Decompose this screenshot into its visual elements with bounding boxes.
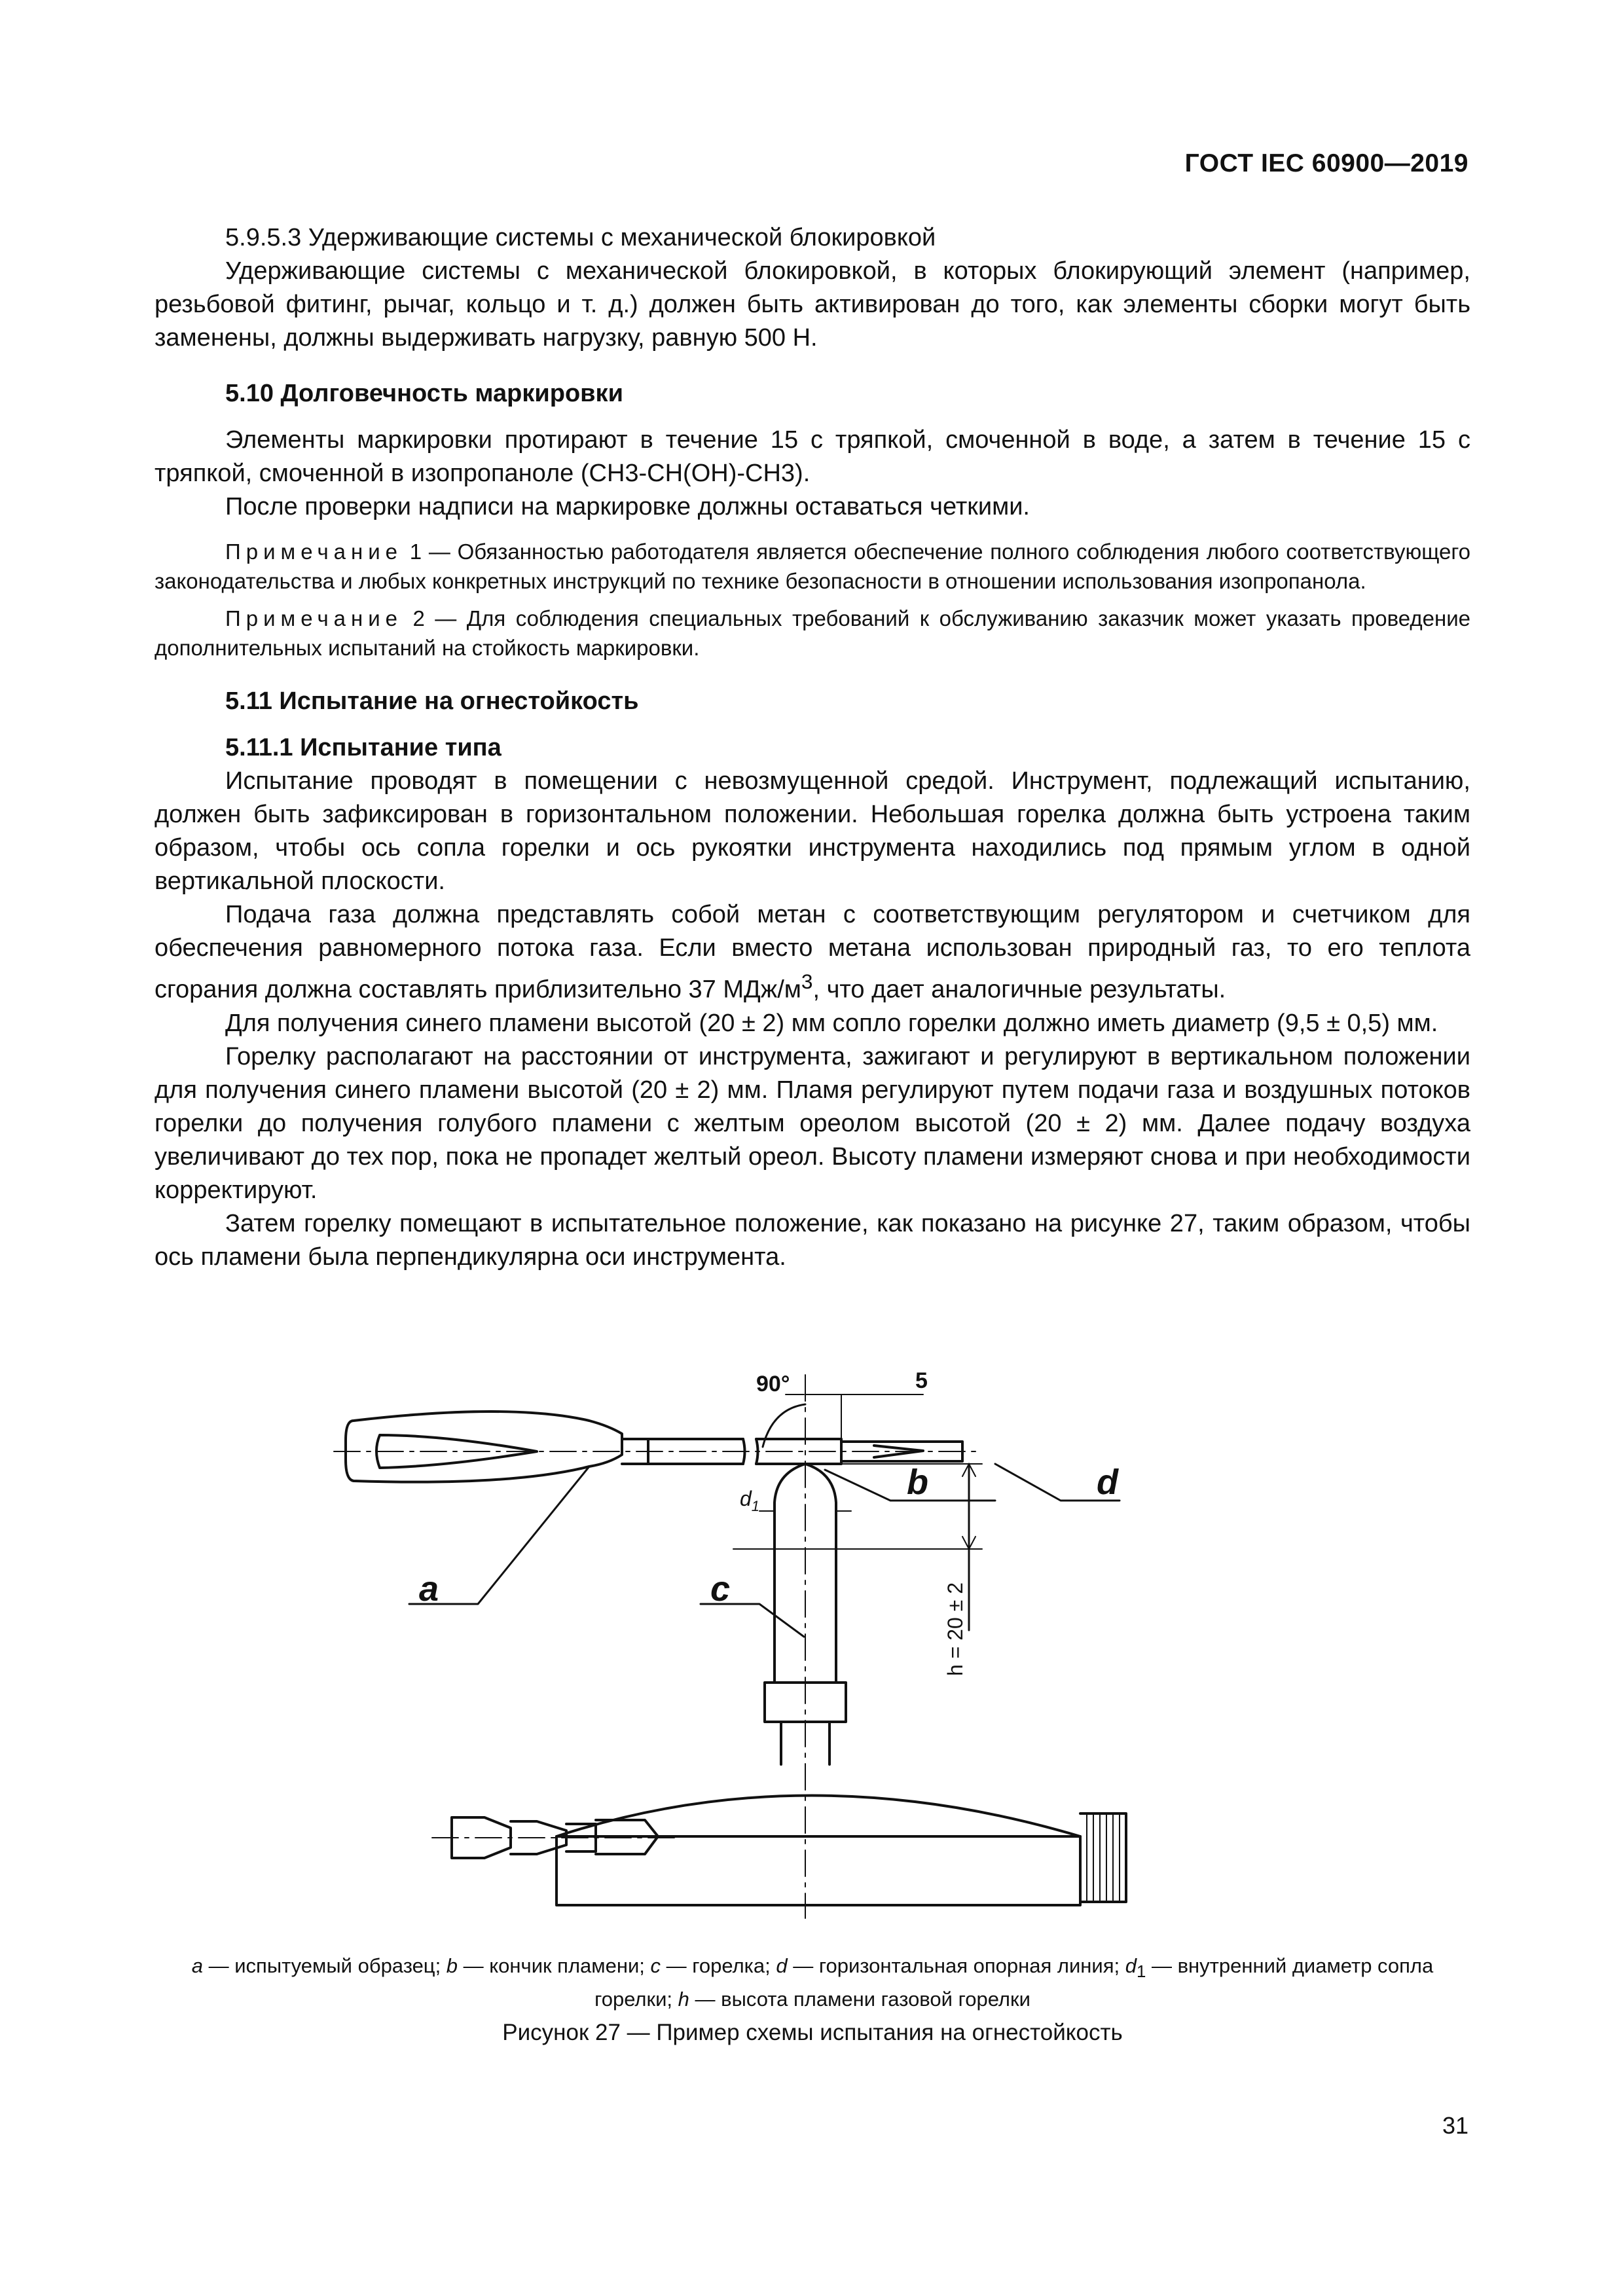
figure-27 [314,1355,1322,1925]
burner-base [556,1836,1080,1905]
section-511-p2 [155,898,1470,1007]
section-511-p3: Для получения синего пламени высотой (20 ± 2) мм сопло горелки должно иметь диаметр (9,5 ± 0,5) мм. [225,1009,1438,1037]
section-511-p1: Испытание проводят в помещении с невозмущенной средой. Инструмент, подлежащий испытанию, должен быть зафиксирован в горизонтальном положении. Небольшая горелка должна быть устроена таким образом, чтобы ось сопла горелки и ось рукоятки инструмента находились под прямым углом в одной вертикальной плоскости. [155,767,1470,895]
label-d: d [1097,1463,1118,1502]
legend-d1-key: d [1125,1954,1137,1977]
label-d1-main: d [740,1487,752,1510]
p2-tail: , что дает аналогичные результаты. [812,975,1226,1004]
body-text [155,221,1470,1274]
label-h: h = 20 ± 2 [943,1582,967,1676]
section-511-p5: Затем горелку помещают в испытательное положение, как показано на рисунке 27, таким образом, чтобы ось пламени была перпендикулярна оси инструмента. [155,1209,1470,1271]
legend-d-key: d [776,1954,788,1977]
legend-a-key: a [191,1954,203,1977]
note-2-text: 2 — Для соблюдения специальных требований к обслуживанию заказчик может указать проведение дополнительных испытаний на стойкость маркировки. [155,606,1470,660]
fire-test-diagram [314,1355,1322,1925]
legend-b-key: b [446,1954,458,1977]
p2-sup: 3 [801,970,813,993]
legend-b-text: — кончик пламени; [458,1954,651,1977]
legend-c-key: c [650,1954,661,1977]
legend-d-text: — горизонтальная опорная линия; [787,1954,1125,1977]
page-number: 31 [1442,2112,1468,2139]
label-5: 5 [915,1368,928,1393]
legend-d1-text: — внутренний диаметр сопла горелки; [594,1954,1434,2011]
section-510-p2: После проверки надписи на маркировке должны оставаться четкими. [225,493,1030,520]
legend-a-text: — испытуемый образец; [203,1954,447,1977]
section-5953-text: Удерживающие системы с механической блокировкой, в которых блокирующий элемент (например, резьбовой фитинг, рычаг, кольцо и т. д.) должен быть активирован до того, как элементы сборки могут быть заменены, должны выдерживать нагрузку, равную 500 Н. [155,257,1470,352]
legend-h-key: h [678,1988,689,2011]
section-5111-title: 5.11.1 Испытание типа [225,734,501,761]
section-5953-title: 5.9.5.3 Удерживающие системы с механической блокировкой [225,224,936,251]
note-1-text: 1 — Обязанностью работодателя является обеспечение полного соблюдения любого соответствующего законодательства и любых конкретных инструкций по технике безопасности в отношении использования изопропанола. [155,539,1470,593]
section-510-title: 5.10 Долговечность маркировки [225,380,623,407]
legend-d1-sub: 1 [1136,1963,1146,1982]
p2-main: Подача газа должна представлять собой метан с соответствующим регулятором и счетчиком для обеспечения равномерного потока газа. Если вместо метана использован природный газ, то его теплота сгорания должна составлять приблизительно 37 МДж/м [155,901,1470,1004]
label-c: c [710,1569,731,1609]
legend-h-text: — высота пламени газовой горелки [689,1988,1030,2011]
section-511-title: 5.11 Испытание на огнестойкость [225,687,639,715]
figure-caption: Рисунок 27 — Пример схемы испытания на огнестойкость [502,2020,1123,2045]
label-d1 [740,1487,759,1514]
label-b: b [907,1463,928,1502]
standard-designation: ГОСТ IEC 60900—2019 [1184,149,1468,177]
note-label-2: Примечание [225,606,403,630]
section-510-p1: Элементы маркировки протирают в течение 15 с тряпкой, смоченной в воде, а затем в течение 15 с тряпкой, смоченной в изопропаноле (СН3-СН(ОН)-СН3). [155,426,1470,487]
note-2 [155,604,1470,663]
tool-handle [346,1412,622,1482]
label-90-deg: 90° [756,1372,790,1396]
note-1 [155,537,1470,596]
figure-legend [155,1952,1470,2013]
legend-c-text: — горелка; [661,1954,776,1977]
note-label-1: Примечание [225,539,403,564]
section-511-p4: Горелку располагают на расстоянии от инструмента, зажигают и регулируют в вертикальном положении для получения синего пламени высотой (20 ± 2) мм. Пламя регулируют путем подачи газа и воздушных потоков горелки до получения голубого пламени с желтым ореолом высотой (20 ± 2) мм. Далее подачу воздуха увеличивают до тех пор, пока не пропадет желтый ореол. Высоту пламени измеряют снова и при необходимости корректируют. [155,1042,1470,1204]
label-a: a [419,1569,439,1609]
label-d1-sub: 1 [751,1498,760,1514]
